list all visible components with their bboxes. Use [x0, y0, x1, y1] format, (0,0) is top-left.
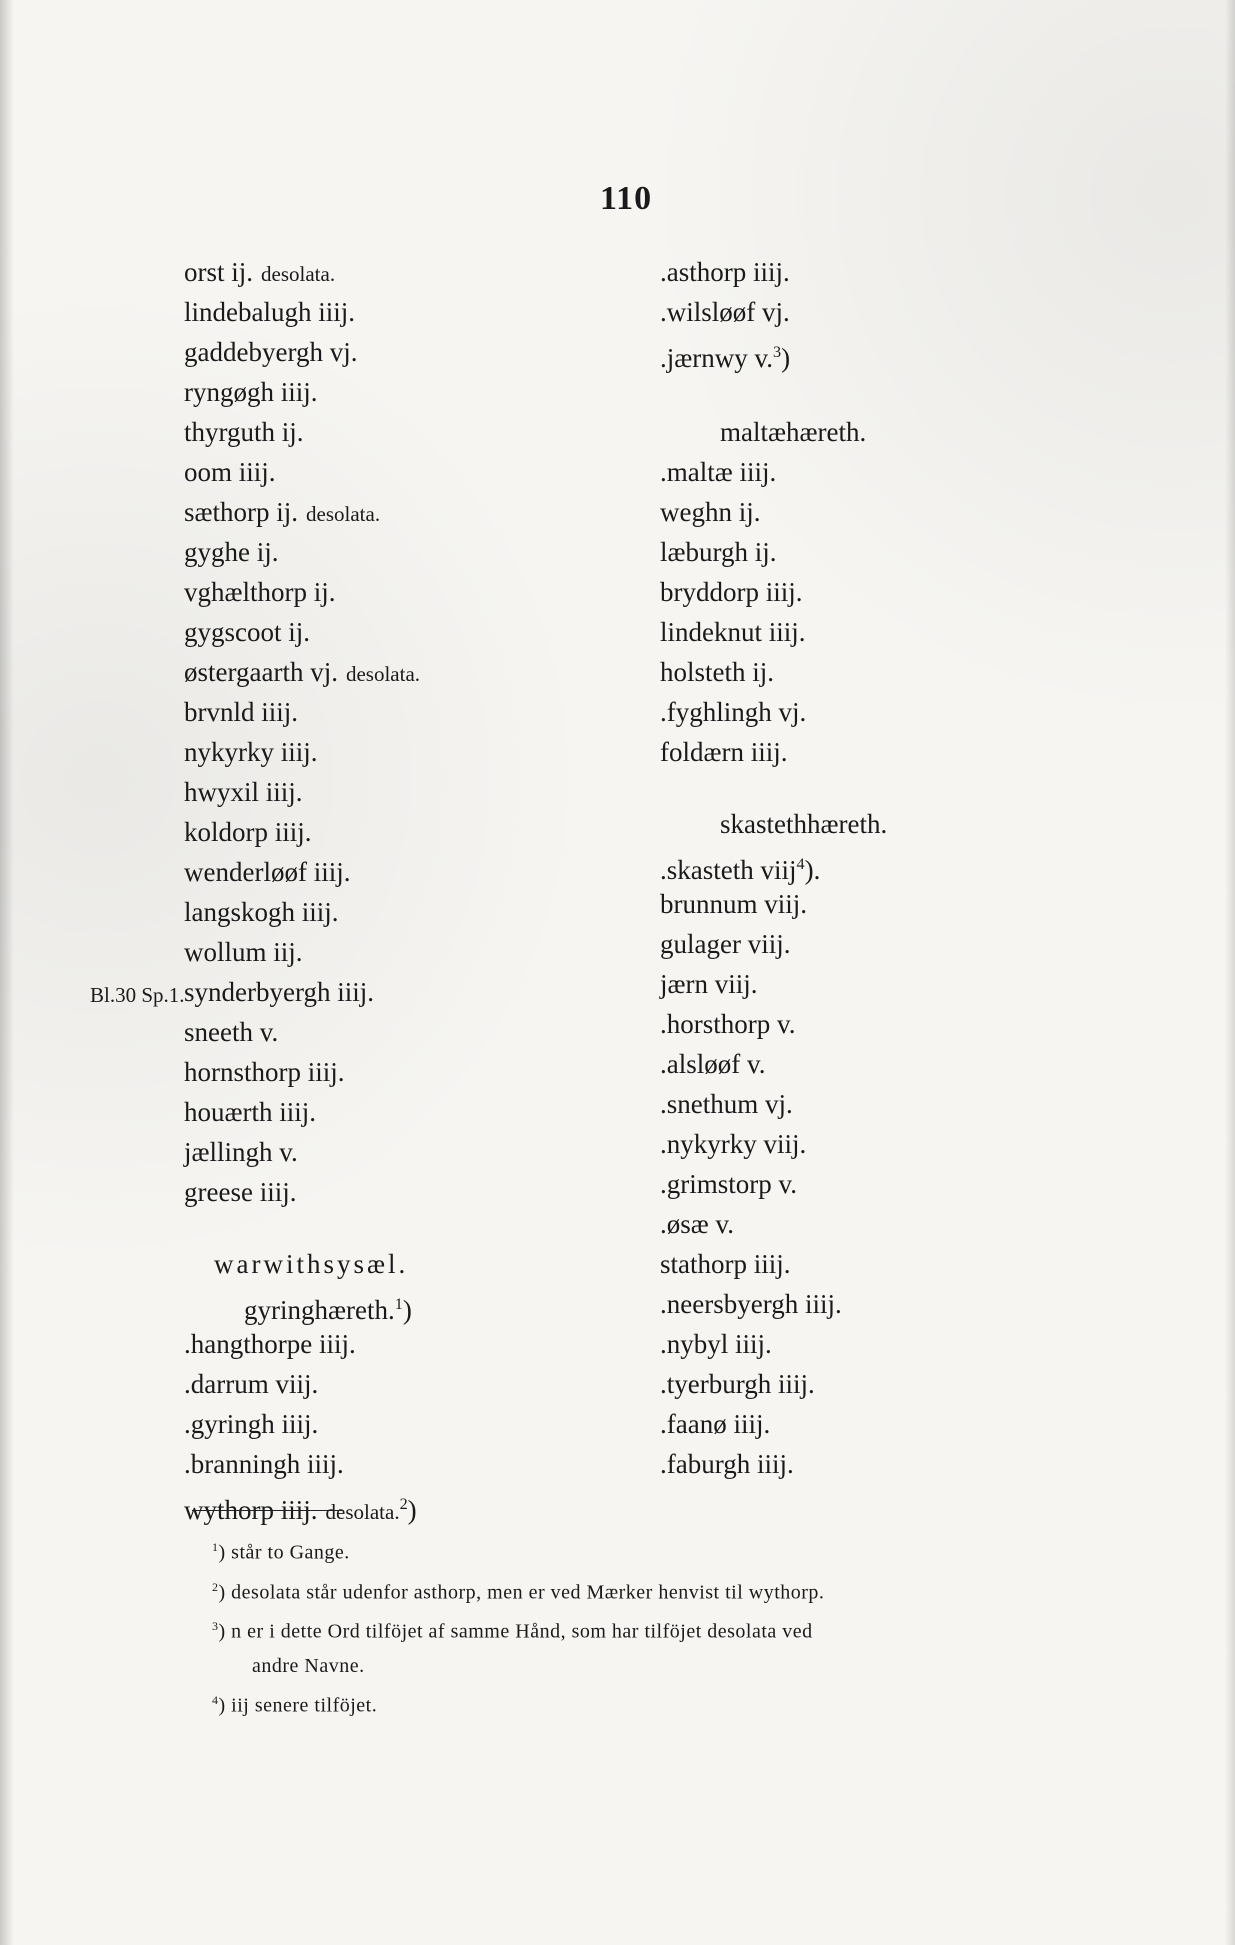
footnotes [212, 1530, 1092, 1723]
place-name: .tyerburgh [660, 1369, 772, 1399]
place-entry [184, 332, 624, 372]
hide-count: ij. [288, 617, 311, 647]
place-entry [184, 1404, 624, 1444]
place-entry [660, 1364, 1120, 1404]
hide-count: iiij. [259, 1177, 297, 1207]
place-name: .snethum [660, 1089, 759, 1119]
place-entry [660, 964, 1120, 1004]
district-heading-skasteth: skastethhæreth. [720, 809, 888, 839]
place-name: gulager [660, 929, 741, 959]
place-entry [660, 1324, 1120, 1364]
place-name: sneeth [184, 1017, 253, 1047]
place-name: jællingh [184, 1137, 273, 1167]
footnote-marker: 4 [212, 1692, 219, 1707]
footnote-text: n er i dette Ord tilföjet af samme Hånd, som har tilföjet desolata ved [231, 1620, 813, 1643]
subsection-heading-text: gyringhæreth. [244, 1295, 395, 1325]
place-name: synderbyergh [184, 977, 331, 1007]
left-entry-list-2 [184, 1324, 624, 1524]
hide-count: v. [279, 1137, 298, 1167]
left-entry-list [184, 252, 624, 1212]
hide-count: iiij. [735, 1329, 772, 1359]
place-name: brvnld [184, 697, 255, 727]
section-heading: warwithsysæl. [214, 1249, 409, 1279]
place-entry [660, 884, 1120, 924]
place-name: østergaarth [184, 657, 304, 687]
hide-count: v. [778, 1169, 797, 1199]
hide-count: vj. [765, 1089, 793, 1119]
hide-count: iiij. [261, 697, 299, 727]
footnote-ref: 4 [796, 855, 805, 873]
place-name: bryddorp [660, 577, 759, 607]
place-entry [184, 612, 624, 652]
place-entry [184, 1092, 624, 1132]
place-name: vghælthorp [184, 577, 308, 607]
hide-count: ij. [313, 577, 336, 607]
footnote: $^1$) står to Gange. [212, 1540, 350, 1564]
place-entry [184, 1132, 624, 1172]
entry-note: desolata. [325, 1500, 400, 1524]
hide-count: v. [777, 1009, 796, 1039]
place-entry [184, 1052, 624, 1092]
footnote-ref: 1 [394, 1295, 403, 1313]
place-name: brunnum [660, 889, 758, 919]
place-name: gygscoot [184, 617, 282, 647]
place-entry [184, 532, 624, 572]
hide-count: ij. [256, 537, 279, 567]
hide-count: iiij. [301, 897, 339, 927]
hide-count: vj. [778, 697, 807, 727]
place-name: wythorp [184, 1495, 274, 1525]
right-entry-list-maltae [660, 452, 1120, 772]
place-name: gaddebyergh [184, 337, 323, 367]
place-name: koldorp [184, 817, 268, 847]
hide-count: viij [760, 855, 797, 885]
place-name: .nybyl [660, 1329, 729, 1359]
right-entry-list-top [660, 252, 1120, 372]
hide-count: iiij. [739, 457, 777, 487]
hide-count: viij. [747, 929, 791, 959]
place-name: weghn [660, 497, 732, 527]
hide-count: iiij. [768, 617, 806, 647]
hide-count: iiij. [281, 1409, 319, 1439]
place-entry: wythorp iiij. desolata.$^2$) [184, 1495, 417, 1525]
place-name: houærth [184, 1097, 273, 1127]
footnote: $^3$) n er i dette Ord tilföjet af samme Hånd, som har tilföjet desolata ved [212, 1619, 813, 1643]
page-edge-left [0, 0, 14, 1945]
place-entry [184, 1172, 624, 1212]
hide-count: iiij. [280, 377, 318, 407]
place-entry [184, 652, 624, 692]
place-entry [660, 1044, 1120, 1084]
place-entry [660, 652, 1120, 692]
hide-count: iiij. [750, 737, 788, 767]
place-name: .grimstorp [660, 1169, 772, 1199]
place-name: sæthorp [184, 497, 270, 527]
place-name: lindeknut [660, 617, 762, 647]
place-name: læburgh [660, 537, 749, 567]
hide-count: iiij. [756, 1449, 794, 1479]
place-entry [660, 692, 1120, 732]
subsection-heading: gyringhæreth.$^1$) [244, 1295, 412, 1325]
place-name: hornsthorp [184, 1057, 301, 1087]
hide-count: iiij. [804, 1289, 842, 1319]
hide-count: viij. [763, 1129, 807, 1159]
hide-count: iij. [273, 937, 303, 967]
hide-count: iiij. [265, 777, 303, 807]
place-name: wollum [184, 937, 267, 967]
place-entry [660, 1244, 1120, 1284]
place-entry [184, 732, 624, 772]
place-entry [660, 1204, 1120, 1244]
place-entry [184, 892, 624, 932]
place-entry [184, 1444, 624, 1484]
place-entry [660, 1084, 1120, 1124]
hide-count: iiij. [279, 1097, 317, 1127]
entry-note: desolata. [261, 262, 336, 286]
hide-count: ij. [281, 417, 304, 447]
hide-count: iiij. [337, 977, 374, 1007]
margin-note: Bl.30 Sp.1. [90, 983, 185, 1007]
footnote-rule [192, 1510, 342, 1511]
place-name: .hangthorpe [184, 1329, 313, 1359]
entry-note: desolata. [306, 502, 381, 526]
hide-count: iiij. [753, 1249, 791, 1279]
footnote: $^2$) desolata står udenfor asthorp, men er ved Mærker henvist til wythorp. [212, 1579, 825, 1604]
district-heading-maltae: maltæhæreth. [720, 417, 867, 447]
hide-count: vj. [310, 657, 338, 687]
hide-count: ij. [754, 537, 777, 567]
hide-count: iiij. [306, 1449, 344, 1479]
hide-count: ij. [231, 257, 254, 287]
place-entry [184, 932, 624, 972]
place-entry [660, 292, 1120, 332]
place-name: thyrguth [184, 417, 276, 447]
place-entry [660, 452, 1120, 492]
place-entry [660, 1444, 1120, 1484]
place-name: gyghe [184, 537, 250, 567]
place-entry [660, 492, 1120, 532]
place-name: .gyringh [184, 1409, 275, 1439]
hide-count: ij. [738, 497, 761, 527]
footnote-ref: 3 [773, 343, 782, 361]
place-entry [184, 1364, 624, 1404]
hide-count: iiij. [274, 817, 312, 847]
place-name: nykyrky [184, 737, 274, 767]
place-name: .branningh [184, 1449, 301, 1479]
place-name: holsteth [660, 657, 746, 687]
place-name: .darrum [184, 1369, 269, 1399]
hide-count: iiij. [318, 297, 355, 327]
place-entry [184, 852, 624, 892]
place-entry [660, 572, 1120, 612]
hide-count: iiij. [765, 577, 803, 607]
page-number: 110 [600, 180, 653, 217]
place-name: .horsthorp [660, 1009, 771, 1039]
place-name: .asthorp [660, 257, 747, 287]
place-entry [184, 372, 624, 412]
place-entry [660, 1164, 1120, 1204]
place-entry [184, 812, 624, 852]
place-entry [660, 252, 1120, 292]
place-name: foldærn [660, 737, 744, 767]
place-entry [184, 1012, 624, 1052]
hide-count: iiij. [280, 737, 318, 767]
hide-count: v. [259, 1017, 279, 1047]
place-entry [660, 1124, 1120, 1164]
place-name: oom [184, 457, 233, 487]
place-entry [184, 972, 624, 1012]
footnote [212, 1649, 1092, 1683]
place-name: hwyxil [184, 777, 260, 807]
place-name: .wilsløøf [660, 297, 756, 327]
place-name: orst [184, 257, 225, 287]
place-entry [184, 572, 624, 612]
place-entry [660, 1284, 1120, 1324]
place-name: langskogh [184, 897, 295, 927]
place-entry [660, 532, 1120, 572]
entry-note: desolata. [345, 662, 421, 686]
place-name: .maltæ [660, 457, 733, 487]
hide-count: ij. [752, 657, 775, 687]
place-name: .nykyrky [660, 1129, 757, 1159]
hide-count: iiij. [238, 457, 276, 487]
hide-count: v. [715, 1209, 735, 1239]
place-entry [184, 412, 624, 452]
hide-count: v. [747, 1049, 766, 1079]
place-name: .skasteth [660, 855, 754, 885]
footnote-text: desolata står udenfor asthorp, men er ved Mærker henvist til wythorp. [231, 1581, 825, 1604]
hide-count: viij. [275, 1369, 319, 1399]
place-name: stathorp [660, 1249, 747, 1279]
place-entry [660, 924, 1120, 964]
place-name: .faburgh [660, 1449, 751, 1479]
place-entry: .jærnwy v.$^3$) [660, 343, 791, 373]
hide-count: iiij. [280, 1495, 318, 1525]
footnote-marker: 1 [212, 1540, 219, 1554]
place-name: .fyghlingh [660, 697, 772, 727]
place-entry [660, 732, 1120, 772]
place-entry [184, 1324, 624, 1364]
hide-count: vj. [762, 297, 790, 327]
right-column [660, 252, 1120, 1484]
place-entry [184, 492, 624, 532]
hide-count: viij. [764, 889, 808, 919]
place-entry [184, 292, 624, 332]
place-name: .neersbyergh [660, 1289, 799, 1319]
place-entry [660, 844, 1120, 884]
place-name: .faanø [660, 1409, 727, 1439]
place-name: .alsløøf [660, 1049, 741, 1079]
place-entry [184, 692, 624, 732]
hide-count: v. [754, 343, 773, 373]
right-entry-list-skasteth [660, 844, 1120, 1484]
hide-count: viij. [714, 969, 758, 999]
footnote-text: andre Navne. [252, 1654, 365, 1677]
hide-count: vj. [329, 337, 358, 367]
place-name: ryngøgh [184, 377, 274, 407]
place-entry [184, 252, 624, 292]
footnote-marker: 3 [212, 1619, 219, 1634]
left-column [184, 252, 624, 1524]
footnote-text: står to Gange. [231, 1541, 350, 1564]
place-name: jærn [660, 969, 709, 999]
hide-count: iiij. [733, 1409, 771, 1439]
hide-count: iiij. [313, 857, 351, 887]
place-entry [660, 1404, 1120, 1444]
hide-count: iiij. [752, 257, 790, 287]
place-entry [184, 452, 624, 492]
footnote-text: iij senere tilföjet. [231, 1694, 378, 1717]
footnote-ref: 2 [399, 1495, 408, 1513]
place-name: greese [184, 1177, 253, 1207]
place-entry [184, 772, 624, 812]
closing-punct: ). [804, 855, 821, 885]
page-edge-right [1225, 0, 1235, 1945]
place-entry [660, 1004, 1120, 1044]
footnote: $^4$) iij senere tilföjet. [212, 1692, 378, 1717]
footnote-marker: 2 [212, 1579, 219, 1594]
place-name: lindebalugh [184, 297, 312, 327]
place-name: wenderløøf [184, 857, 307, 887]
hide-count: iiij. [307, 1057, 345, 1087]
place-name: .jærnwy [660, 343, 748, 373]
place-name: .øsæ [660, 1209, 709, 1239]
hide-count: iiij. [318, 1329, 356, 1359]
place-entry [660, 612, 1120, 652]
hide-count: ij. [276, 497, 299, 527]
hide-count: iiij. [777, 1369, 815, 1399]
